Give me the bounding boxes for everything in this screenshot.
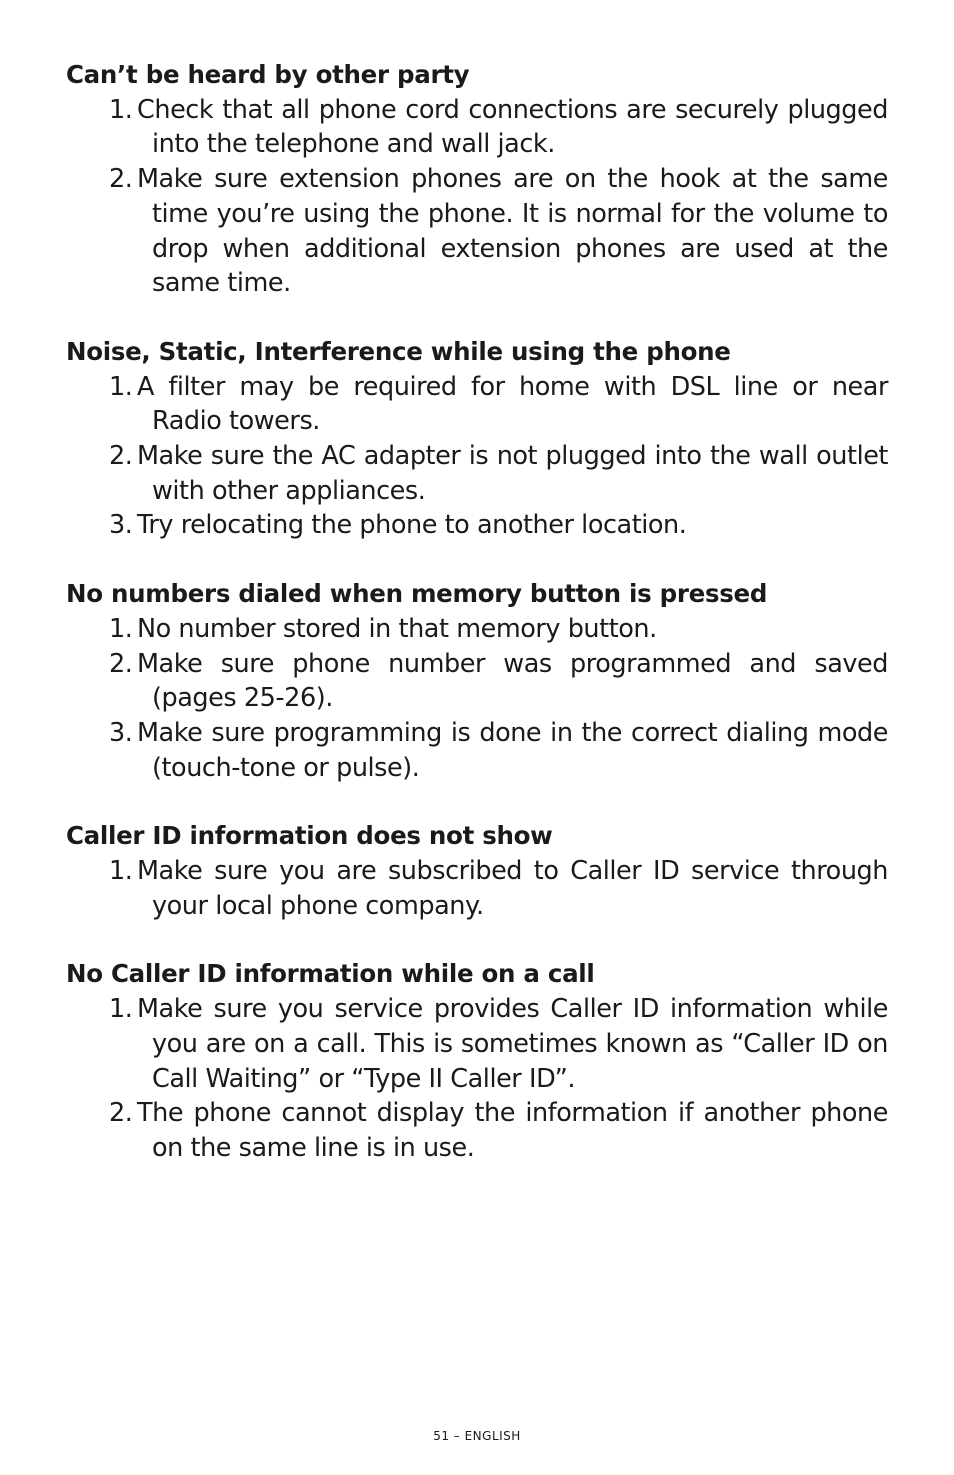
section-memory-button — [66, 577, 888, 785]
list-item — [66, 1096, 888, 1165]
list-item — [66, 93, 888, 162]
item-text: Make sure you are subscribed to Caller ID service through your local phone company. — [137, 856, 888, 921]
item-number: 1. — [109, 994, 133, 1025]
item-number: 3. — [109, 510, 133, 541]
list-item — [66, 439, 888, 508]
item-number: 1. — [109, 94, 133, 125]
item-text: Make sure extension phones are on the hook at the same time you’re using the phone. It is normal for the volume to drop when additional extension phones are used at the same time. — [137, 164, 888, 299]
item-number: 2. — [109, 648, 133, 679]
section-title: Caller ID information does not show — [66, 821, 553, 851]
item-text: Make sure phone number was programmed and saved (pages 25-26). — [137, 648, 888, 714]
section-caller-id-on-call — [66, 957, 888, 1165]
item-text: Make sure programming is done in the correct dialing mode (touch-tone or pulse). — [137, 717, 888, 783]
list-item — [66, 992, 888, 1096]
item-text: A filter may be required for home with DSL line or near Radio towers. — [137, 371, 888, 437]
section-title: No Caller ID information while on a call — [66, 959, 595, 989]
item-text: Check that all phone cord connections are securely plugged into the telephone and wall jack. — [137, 94, 888, 160]
item-text: No number stored in that memory button. — [137, 613, 657, 644]
list-item — [66, 508, 888, 543]
list-item — [66, 716, 888, 785]
list-item — [66, 647, 888, 716]
item-number: 1. — [109, 613, 133, 644]
list-item — [66, 370, 888, 439]
item-number: 1. — [109, 371, 133, 402]
item-number: 2. — [109, 441, 133, 472]
section-title: Can’t be heard by other party — [66, 60, 470, 89]
section-caller-id-not-shown — [66, 819, 888, 923]
troubleshooting-page — [66, 58, 888, 1200]
section-noise-static — [66, 335, 888, 543]
section-title: No numbers dialed when memory button is pressed — [66, 579, 768, 609]
item-list — [66, 370, 888, 544]
item-list — [66, 612, 888, 786]
item-text: Try relocating the phone to another location. — [137, 510, 687, 541]
item-number: 1. — [109, 856, 133, 887]
item-list — [66, 854, 888, 923]
item-number: 2. — [109, 164, 133, 195]
section-title: Noise, Static, Interference while using the phone — [66, 336, 731, 366]
item-number: 3. — [109, 717, 133, 748]
list-item — [66, 162, 888, 301]
item-list — [66, 93, 888, 301]
list-item — [66, 612, 888, 647]
item-text: The phone cannot display the information if another phone on the same line is in use. — [137, 1098, 888, 1163]
page-footer: 51 – ENGLISH — [433, 1429, 521, 1443]
list-item — [66, 854, 888, 923]
item-text: Make sure you service provides Caller ID information while you are on a call. This is sometimes known as “Caller ID on Call Waiting” or “Type II Caller ID”. — [137, 994, 888, 1094]
item-list — [66, 992, 888, 1166]
item-number: 2. — [109, 1098, 133, 1129]
section-cant-be-heard — [66, 58, 888, 301]
item-text: Make sure the AC adapter is not plugged into the wall outlet with other appliances. — [137, 441, 888, 506]
